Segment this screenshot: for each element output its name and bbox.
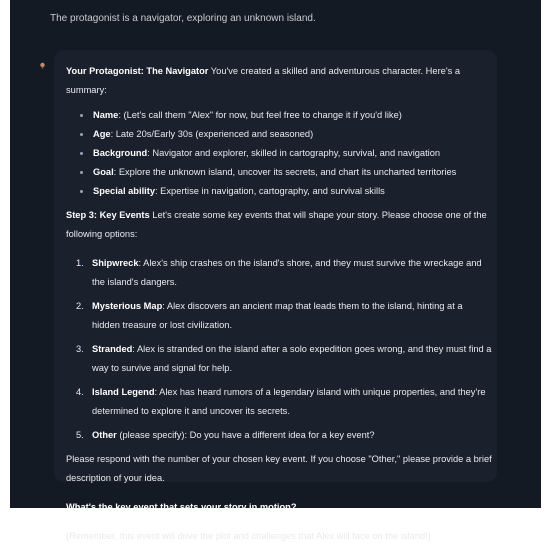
option-label: Other xyxy=(92,430,117,440)
trait-label: Name xyxy=(93,110,119,120)
assistant-avatar-icon xyxy=(39,62,46,69)
trait-label: Age xyxy=(93,129,111,139)
assistant-message-content xyxy=(66,62,492,546)
trait-text: : Late 20s/Early 30s (experienced and seasoned) xyxy=(110,129,314,139)
step-text: Let's create some key events that will shape your story. Please choose one of the following options: xyxy=(66,210,487,239)
option-text: : Alex's ship crashes on the island's shore, and they must survive the wreckage and the island's dangers. xyxy=(92,258,482,287)
option-number: 3. xyxy=(76,344,84,354)
key-question-text: What's the key event that sets your story in motion? xyxy=(66,502,297,512)
trait-label: Special ability xyxy=(93,186,156,196)
trait-text: : Explore the unknown island, uncover its secrets, and chart its uncharted territories xyxy=(113,167,457,177)
intro-text: You've created a skilled and adventurous character. Here's a summary: xyxy=(66,66,461,95)
bullet-icon xyxy=(80,133,83,136)
option-text: : Alex is stranded on the island after a solo expedition goes wrong, and they must find a way to survive and signal for help. xyxy=(92,344,492,373)
bullet-icon xyxy=(80,190,83,193)
step-paragraph xyxy=(66,206,492,244)
trait-list xyxy=(66,106,492,201)
step-heading: Step 3: Key Events xyxy=(66,210,150,220)
user-message: The protagonist is a navigator, exploring an unknown island. xyxy=(50,13,316,24)
option-label: Stranded xyxy=(92,344,133,354)
key-question xyxy=(66,498,492,517)
trait-item xyxy=(66,144,492,163)
trait-label: Background xyxy=(93,148,148,158)
option-label: Island Legend xyxy=(92,387,155,397)
trait-text: : Expertise in navigation, cartography, and survival skills xyxy=(155,186,385,196)
trait-item xyxy=(66,106,492,125)
bullet-icon xyxy=(80,171,83,174)
respond-instructions: Please respond with the number of your chosen key event. If you choose "Other," please provide a brief description of your idea. xyxy=(66,454,492,483)
trait-item xyxy=(66,163,492,182)
option-item xyxy=(66,426,492,445)
trait-label: Goal xyxy=(93,167,114,177)
option-text: : Alex discovers an ancient map that leads them to the island, hinting at a hidden treasure or lost civilization. xyxy=(92,301,463,330)
option-number: 2. xyxy=(76,301,84,311)
option-number: 1. xyxy=(76,258,84,268)
trait-item xyxy=(66,182,492,201)
bullet-icon xyxy=(80,114,83,117)
trait-text: : Navigator and explorer, skilled in cartography, survival, and navigation xyxy=(147,148,441,158)
intro-heading: Your Protagonist: The Navigator xyxy=(66,66,209,76)
option-item xyxy=(66,297,492,335)
option-item xyxy=(66,254,492,292)
option-number: 5. xyxy=(76,430,84,440)
trait-text: : (Let's call them "Alex" for now, but feel free to change it if you'd like) xyxy=(118,110,402,120)
intro-paragraph xyxy=(66,62,492,100)
option-text: (please specify): Do you have a different idea for a key event? xyxy=(116,430,375,440)
option-label: Mysterious Map xyxy=(92,301,163,311)
trait-item xyxy=(66,125,492,144)
option-item xyxy=(66,383,492,421)
bullet-icon xyxy=(80,152,83,155)
option-number: 4. xyxy=(76,387,84,397)
remember-note: (Remember, this event will drive the plot and challenges that Alex will face on the island!) xyxy=(66,531,431,541)
option-item xyxy=(66,340,492,378)
key-event-options xyxy=(66,254,492,445)
option-text: : Alex has heard rumors of a legendary island with unique properties, and they're determined to explore it and uncover its secrets. xyxy=(92,387,486,416)
chat-window xyxy=(10,0,541,541)
option-label: Shipwreck xyxy=(92,258,139,268)
